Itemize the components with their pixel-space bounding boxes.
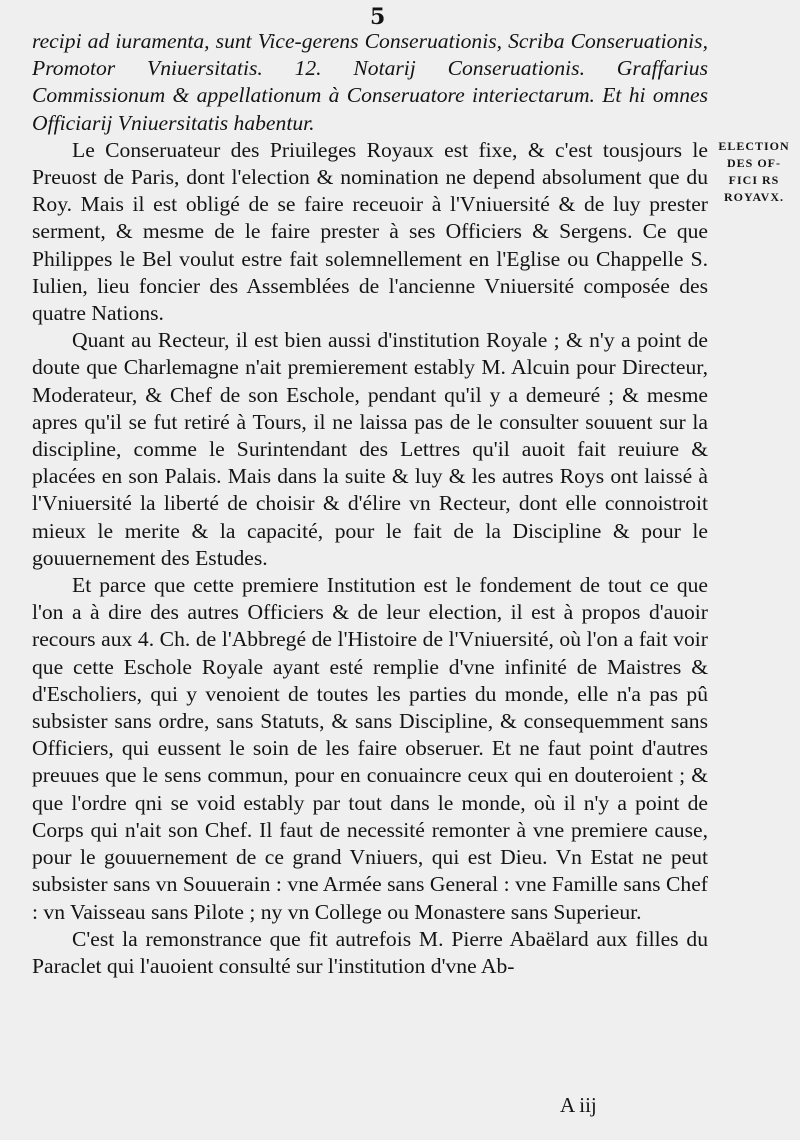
paragraph-institution: Et parce que cette premiere Institution est le fondement de tout ce que l'on a à dire des autres Officiers & de leur election, il est à propos d'auoir recours aux 4. Ch. de l'Abbregé de l'Histoire de l'Vniuersité, où l'on a fait voir que cette Eschole Royale ayant esté remplie d'vne infinité de Maistres & d'Escholiers, qui y venoient de toutes les parties du monde, elle n'a pas pû subsister sans ordre, sans Statuts, & sans Discipline, & consequemment sans Officiers, qui eussent le soin de les faire obseruer. Et ne faut point d'autres preuues que le sens commun, pour en conuaincre ceux qui en douteroient ; & que l'ordre qni se void estably par tout dans le monde, où il n'y a point de Corps qui n'ait son Chef. Il faut de necessité remonter à vne premiere cause, pour le gouuernement de ce grand Vniuers, qui est Dieu. Vn Estat ne peut subsister sans vn Souuerain : vne Armée sans General : vne Famille sans Chef : vn Vaisseau sans Pilote ; ny vn College ou Monastere sans Superieur.: [32, 573, 708, 924]
paragraph-conservateur: Le Conseruateur des Priuileges Royaux est fixe, & c'est tousjours le Preuost de Paris, dont l'election & nomination ne depend absolument que du Roy. Mais il est obligé de se faire receuoir à l'Vniuersité & de luy prester serment, & mesme de le faire prester à ses Officiers & Sergens. Ce que Philippes le Bel voulut estre fait solemnellement en l'Eglise ou Chappelle S. Iulien, lieu foncier des Assemblées de l'ancienne Vniuersité composée des quatre Nations.: [32, 137, 708, 326]
margin-note-line: FICI RS: [728, 173, 780, 187]
margin-note-line: DES OF-: [726, 156, 781, 170]
paragraph-abaelard: C'est la remonstrance que fit autrefois M. Pierre Abaëlard aux filles du Paraclet qui l'auoient consulté sur l'institution d'vne Ab-: [32, 926, 708, 978]
latin-paragraph: recipi ad iuramenta, sunt Vice-gerens Conseruationis, Scriba Conseruationis, Promotor Vniuersitatis. 12. Notarij Conseruationis. Graffarius Commissionum & appellationum à Conseruatore interiectarum. Et hi omnes Officiarij Vniuersitatis habentur.: [32, 29, 708, 135]
margin-note-line: ELECTION: [718, 139, 790, 153]
margin-note-line: ROYAVX.: [723, 190, 784, 204]
body-text: [32, 28, 708, 980]
margin-note: [711, 138, 797, 206]
paragraph-recteur: Quant au Recteur, il est bien aussi d'institution Royale ; & n'y a point de doute que Charlemagne n'ait premierement estably M. Alcuin pour Directeur, Moderateur, & Chef de son Eschole, pendant qu'il y a demeuré ; & mesme apres qu'il se fut retiré à Tours, il ne laissa pas de le consulter souuent sur la discipline, comme le Surintendant des Lettres qu'il auoit fait reuiure & placées en son Palais. Mais dans la suite & luy & les autres Roys ont laissé à l'Vniuersité la liberté de choisir & d'élire vn Recteur, dont elle connoistroit mieux le merite & la capacité, pour le fait de la Discipline & pour le gouuernement des Estudes.: [32, 328, 708, 570]
signature-mark: A iij: [560, 1093, 597, 1117]
page-number: 5: [370, 4, 386, 30]
